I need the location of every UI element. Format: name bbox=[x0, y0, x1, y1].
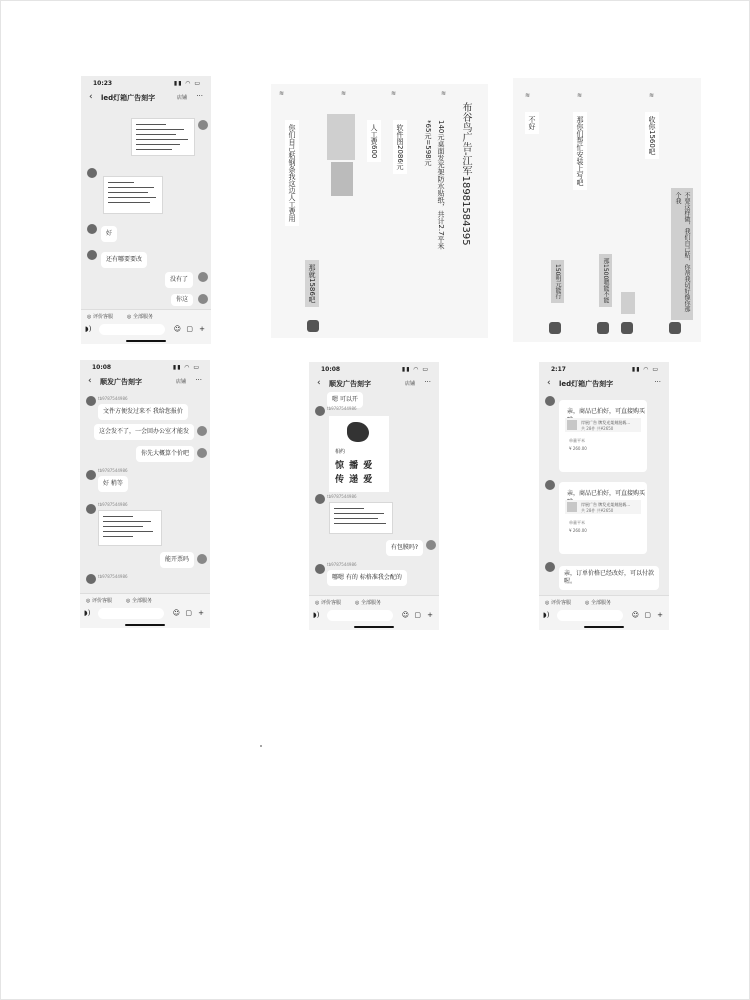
detail-line-2: *65元=598元 bbox=[424, 120, 432, 166]
status-time: 10:08 bbox=[321, 366, 341, 373]
signal-icons: ▮▮ ◠ ▭ bbox=[173, 80, 201, 87]
message-bubble: 好 稍等 bbox=[98, 476, 128, 492]
home-indicator bbox=[126, 340, 166, 342]
chat-input-bar bbox=[81, 309, 211, 344]
detail-line-1: 140元桌面发光架防水贴纸，共计2.7平米 bbox=[437, 120, 445, 250]
tab-label: 评价客服 bbox=[92, 314, 113, 320]
tab-review[interactable]: ◎ 评价客服 bbox=[87, 314, 113, 320]
avatar bbox=[86, 396, 96, 406]
tab-all-services[interactable]: ◎ 全部服务 bbox=[355, 600, 381, 606]
plus-icon[interactable]: + bbox=[199, 325, 205, 333]
back-icon[interactable]: ‹ bbox=[317, 378, 321, 388]
bottom-message: 你们自己粘钢条我这边人工费用 bbox=[285, 120, 299, 226]
message-bubble: 能开票吗 bbox=[160, 552, 194, 568]
more-icon[interactable]: ··· bbox=[424, 378, 431, 386]
message-bubble: 不好 bbox=[525, 112, 539, 134]
home-indicator bbox=[584, 626, 624, 628]
screenshot-led-chat-1 bbox=[81, 76, 211, 344]
back-icon[interactable]: ‹ bbox=[88, 376, 92, 386]
logo-icon: ≋ bbox=[279, 90, 285, 97]
user-id: tb9787544986 bbox=[98, 574, 128, 579]
image-thumbnail[interactable] bbox=[327, 114, 355, 160]
screenshot-led-chat-2 bbox=[539, 362, 669, 630]
avatar bbox=[86, 504, 96, 514]
tab-label: 全部服务 bbox=[590, 600, 611, 606]
document-image[interactable] bbox=[103, 176, 163, 214]
chat-header bbox=[81, 90, 211, 106]
product-card[interactable] bbox=[559, 400, 647, 472]
avatar bbox=[545, 480, 555, 490]
logo-icon: ≋ bbox=[391, 90, 397, 97]
message-bubble: 那1500嗯能不能 bbox=[599, 254, 612, 307]
home-indicator bbox=[125, 624, 165, 626]
plus-icon[interactable]: + bbox=[198, 609, 204, 617]
status-bar bbox=[81, 76, 211, 90]
emoji-icon[interactable]: ☺ bbox=[172, 609, 180, 617]
signal-icons: ▮▮ ◠ ▭ bbox=[401, 366, 429, 373]
logo-icon: ≋ bbox=[577, 92, 583, 99]
tab-label: 评价客服 bbox=[550, 600, 571, 606]
status-time: 10:08 bbox=[92, 364, 112, 371]
unit-label: 单量平米 bbox=[569, 438, 585, 443]
store-link[interactable]: 店铺 bbox=[175, 379, 186, 385]
plus-icon[interactable]: + bbox=[427, 611, 433, 619]
home-indicator bbox=[354, 626, 394, 628]
document-image[interactable] bbox=[131, 118, 195, 156]
scan-speck bbox=[260, 745, 262, 747]
emoji-icon[interactable]: ☺ bbox=[401, 611, 409, 619]
shop-title: led灯箱广告刻字 bbox=[101, 94, 156, 102]
bag-icon[interactable]: ▢ bbox=[644, 611, 651, 619]
total-price: ¥ 260.00 bbox=[569, 528, 587, 533]
status-bar bbox=[309, 362, 439, 376]
product-thumbnail bbox=[567, 420, 577, 430]
message-bubble: 有包膜吗? bbox=[386, 540, 423, 556]
avatar bbox=[597, 322, 609, 334]
product-name: 岸展广告 牌发光架刻批载... bbox=[581, 502, 631, 507]
more-icon[interactable]: ··· bbox=[195, 376, 202, 384]
logo-icon: ≋ bbox=[649, 92, 655, 99]
tab-review[interactable]: ◎ 评价客服 bbox=[545, 600, 571, 606]
product-price: 共 28件 共¥2650 bbox=[581, 426, 614, 431]
screenshot-shunfa-chat-1 bbox=[80, 360, 210, 628]
message-bubble: 收你1560吧 bbox=[645, 112, 659, 159]
avatar bbox=[198, 272, 208, 282]
tab-review[interactable]: ◎ 评价客服 bbox=[86, 598, 112, 604]
avatar bbox=[545, 562, 555, 572]
product-price: 共 28件 共¥2650 bbox=[581, 508, 614, 513]
poster-line: 传 递 爱 bbox=[335, 475, 374, 485]
avatar bbox=[307, 320, 319, 332]
tab-all-services[interactable]: ◎ 全部服务 bbox=[126, 598, 152, 604]
avatar bbox=[86, 574, 96, 584]
chat-header bbox=[80, 374, 210, 390]
store-link[interactable]: 店铺 bbox=[404, 381, 415, 387]
price-message: 软件图2086元 bbox=[393, 120, 407, 174]
chat-header bbox=[309, 376, 439, 392]
chat-input-bar bbox=[80, 593, 210, 628]
product-card[interactable] bbox=[559, 482, 647, 554]
labor-message: 人工费600 bbox=[367, 120, 381, 162]
image-thumbnail[interactable] bbox=[621, 292, 635, 314]
avatar bbox=[315, 406, 325, 416]
message-bubble: 你先大概算个价吧 bbox=[136, 446, 194, 462]
avatar bbox=[197, 426, 207, 436]
chat-input-bar bbox=[539, 595, 669, 630]
shop-title: 顺发广告刻字 bbox=[100, 378, 142, 386]
document-image[interactable] bbox=[98, 510, 162, 546]
message-bubble: 没有了 bbox=[165, 272, 193, 288]
avatar bbox=[86, 470, 96, 480]
avatar bbox=[87, 224, 97, 234]
avatar bbox=[549, 322, 561, 334]
status-bar bbox=[539, 362, 669, 376]
tab-label: 全部服务 bbox=[132, 314, 153, 320]
voice-icon[interactable]: ◗) bbox=[85, 325, 92, 333]
bag-icon[interactable]: ▢ bbox=[185, 609, 192, 617]
message-bubble: 嗯 可以开 bbox=[327, 392, 363, 408]
poster-image[interactable] bbox=[329, 416, 389, 492]
avatar bbox=[197, 554, 207, 564]
message-bubble: 你这 bbox=[171, 294, 193, 306]
back-icon[interactable]: ‹ bbox=[89, 92, 93, 102]
emoji-icon[interactable]: ☺ bbox=[173, 325, 181, 333]
tab-label: 全部服务 bbox=[360, 600, 381, 606]
message-line: 喔。 bbox=[564, 578, 577, 586]
avatar bbox=[426, 540, 436, 550]
voice-icon[interactable]: ◗) bbox=[543, 611, 550, 619]
voice-icon[interactable]: ◗) bbox=[313, 611, 320, 619]
avatar bbox=[621, 322, 633, 334]
message-bubble: 这会发不了，一会回办公室才能发 bbox=[94, 424, 194, 440]
logo-icon: ≋ bbox=[441, 90, 447, 97]
screenshot-rotated-chat-3 bbox=[513, 78, 701, 342]
unit-label: 单量平米 bbox=[569, 520, 585, 525]
avatar bbox=[87, 168, 97, 178]
voice-icon[interactable]: ◗) bbox=[84, 609, 91, 617]
message-bubble: 文件方便发过来不 我给您报价 bbox=[98, 404, 188, 420]
back-icon[interactable]: ‹ bbox=[547, 378, 551, 388]
emoji-icon[interactable]: ☺ bbox=[631, 611, 639, 619]
avatar bbox=[315, 564, 325, 574]
avatar bbox=[198, 294, 208, 304]
more-icon[interactable]: ··· bbox=[654, 378, 661, 386]
tab-all-services[interactable]: ◎ 全部服务 bbox=[585, 600, 611, 606]
message-bubble: 好 bbox=[101, 226, 117, 242]
tab-label: 评价客服 bbox=[320, 600, 341, 606]
status-time: 2:17 bbox=[551, 366, 566, 373]
avatar bbox=[545, 396, 555, 406]
shop-title: led灯箱广告刻字 bbox=[559, 380, 614, 388]
status-bar bbox=[80, 360, 210, 374]
signal-icons: ▮▮ ◠ ▭ bbox=[631, 366, 659, 373]
tab-review[interactable]: ◎ 评价客服 bbox=[315, 600, 341, 606]
tab-all-services[interactable]: ◎ 全部服务 bbox=[127, 314, 153, 320]
message-line: 亲，订单价格已经改好，可以付款 bbox=[564, 570, 655, 577]
avatar bbox=[87, 250, 97, 260]
card-title: 亲，商品已拍好，可直接购买 bbox=[567, 490, 646, 497]
logo-icon: ≋ bbox=[341, 90, 347, 97]
message-bubble: 还有哪要要改 bbox=[101, 252, 147, 268]
avatar bbox=[197, 448, 207, 458]
total-price: ¥ 260.00 bbox=[569, 446, 587, 451]
screenshot-shunfa-chat-2 bbox=[309, 362, 439, 630]
signal-icons: ▮▮ ◠ ▭ bbox=[172, 364, 200, 371]
bag-icon[interactable]: ▢ bbox=[186, 325, 193, 333]
avatar bbox=[198, 120, 208, 130]
avatar bbox=[669, 322, 681, 334]
user-id: tb9787544986 bbox=[327, 562, 357, 567]
message-bubble: 那你们帮忙安装上写吧 bbox=[573, 112, 587, 190]
user-id: tb9787544986 bbox=[98, 502, 128, 507]
chat-header bbox=[539, 376, 669, 392]
product-item[interactable] bbox=[565, 418, 641, 432]
message-input[interactable] bbox=[557, 610, 623, 621]
store-link[interactable]: 店铺 bbox=[176, 95, 187, 101]
message-bubble bbox=[559, 566, 659, 590]
message-input[interactable] bbox=[327, 610, 393, 621]
product-thumbnail bbox=[567, 502, 577, 512]
user-id: tb9787544986 bbox=[98, 468, 128, 473]
user-id: tb9787544986 bbox=[98, 396, 128, 401]
flower-icon bbox=[347, 422, 369, 442]
user-id: tb9787544986 bbox=[327, 406, 357, 411]
bag-icon[interactable]: ▢ bbox=[414, 611, 421, 619]
message-bubble: 不要这样做，我们自己贴，你帮我切好像你那个我 bbox=[671, 188, 693, 320]
contact-heading: 布谷鸟广告-江军18981584395 bbox=[460, 102, 471, 246]
message-input[interactable] bbox=[98, 608, 164, 619]
tab-label: 评价客服 bbox=[91, 598, 112, 604]
image-thumbnail[interactable] bbox=[331, 162, 353, 196]
avatar bbox=[315, 494, 325, 504]
card-title: 亲，商品已拍好，可直接购买 bbox=[567, 408, 646, 415]
screenshot-rotated-chat-2 bbox=[271, 84, 488, 338]
message-bubble: 哪嗯 有的 标格准我会配的 bbox=[327, 570, 407, 586]
message-bubble: 150明元能行 bbox=[551, 260, 564, 303]
poster-line: 相约 bbox=[335, 449, 346, 455]
message-input[interactable] bbox=[99, 324, 165, 335]
plus-icon[interactable]: + bbox=[657, 611, 663, 619]
shop-title: 顺发广告刻字 bbox=[329, 380, 371, 388]
status-time: 10:23 bbox=[93, 80, 113, 87]
user-id: tb9787544986 bbox=[327, 494, 357, 499]
side-message: 那就1586吧 bbox=[305, 260, 319, 307]
product-item[interactable] bbox=[565, 500, 641, 514]
chat-input-bar bbox=[309, 595, 439, 630]
tab-label: 全部服务 bbox=[131, 598, 152, 604]
more-icon[interactable]: ··· bbox=[196, 92, 203, 100]
document-image[interactable] bbox=[329, 502, 393, 534]
product-name: 岸展广告 牌发光架刻批载... bbox=[581, 420, 631, 425]
logo-icon: ≋ bbox=[525, 92, 531, 99]
poster-line: 惊 播 爱 bbox=[335, 461, 374, 471]
